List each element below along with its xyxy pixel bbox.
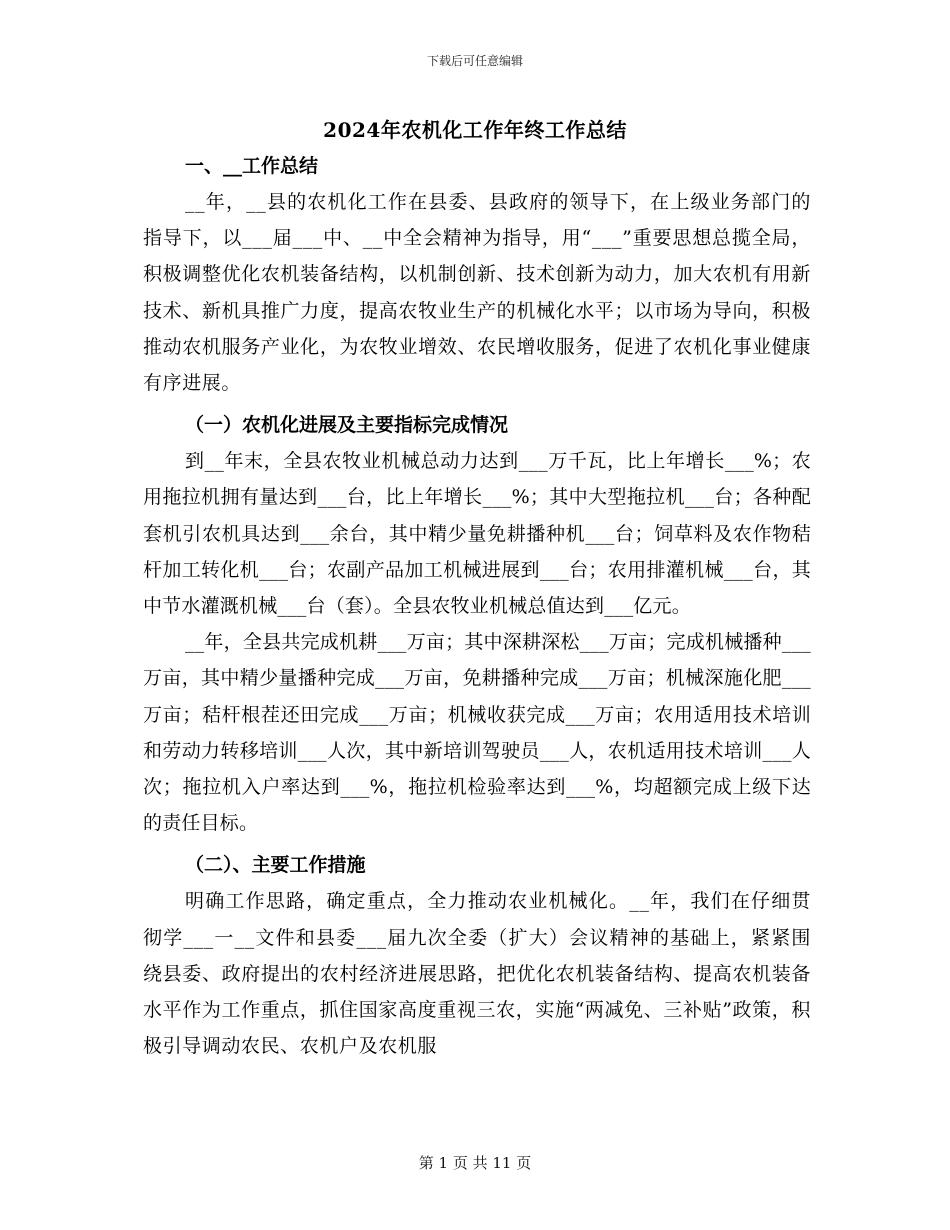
- document-body: [143, 148, 811, 1064]
- page-header-note: 下载后可任意编辑: [426, 54, 523, 68]
- subsection-heading-progress: （一）农机化进展及主要指标完成情况: [185, 414, 509, 437]
- subsection-heading-measures: （二）、主要工作措施: [185, 854, 366, 877]
- paragraph-overview: __年，__县的农机化工作在县委、县政府的领导下，在上级业务部门的指导下，以___届___中、__中全会精神为指导，用“___”重要思想总揽全局，积极调整优化农机装备结构，以机制创新、技术创新为动力，加大农机有用新技术、新机具推广力度，提高农牧业生产的机械化水平；以市场为导向，积极推动农机服务产业化，为农牧业增效、农民增收服务，促进了农机化事业健康有序进展。: [143, 191, 811, 395]
- page-number-footer: 第 1 页 共 11 页: [418, 1154, 532, 1172]
- paragraph-machinery-stats: 到__年末，全县农牧业机械总动力达到___万千瓦，比上年增长___%；农用拖拉机拥有量达到___台，比上年增长___%；其中大型拖拉机___台；各种配套机引农机具达到___余台，其中精少量免耕播种机___台；饲草料及农作物秸杆加工转化机___台；农副产品加工机械进展到___台；农用排灌机械___台，其中节水灌溉机械___台（套）。全县农牧业机械总值达到___亿元。: [143, 450, 811, 618]
- paragraph-measures: 明确工作思路，确定重点，全力推动农业机械化。__年，我们在仔细贯彻学___一__文件和县委___届九次全委（扩大）会议精神的基础上，紧紧围绕县委、政府提出的农村经济进展思路，把优化农机装备结构、提高农机装备水平作为工作重点，抓住国家高度重视三农，实施“两减免、三补贴”政策，积极引导调动农民、农机户及农机服: [143, 890, 811, 1058]
- document-title: 2024年农机化工作年终工作总结: [323, 118, 627, 142]
- paragraph-operations-stats: __年，全县共完成机耕___万亩；其中深耕深松___万亩；完成机械播种___万亩，其中精少量播种完成___万亩，免耕播种完成___万亩；机械深施化肥___万亩；秸杆根茬还田完成___万亩；机械收获完成___万亩；农用适用技术培训和劳动力转移培训___人次，其中新培训驾驶员___人，农机适用技术培训___人次；拖拉机入户率达到___%，拖拉机检验率达到___%，均超额完成上级下达的责任目标。: [143, 631, 811, 835]
- section-heading-work-summary: 一、__工作总结: [185, 155, 319, 177]
